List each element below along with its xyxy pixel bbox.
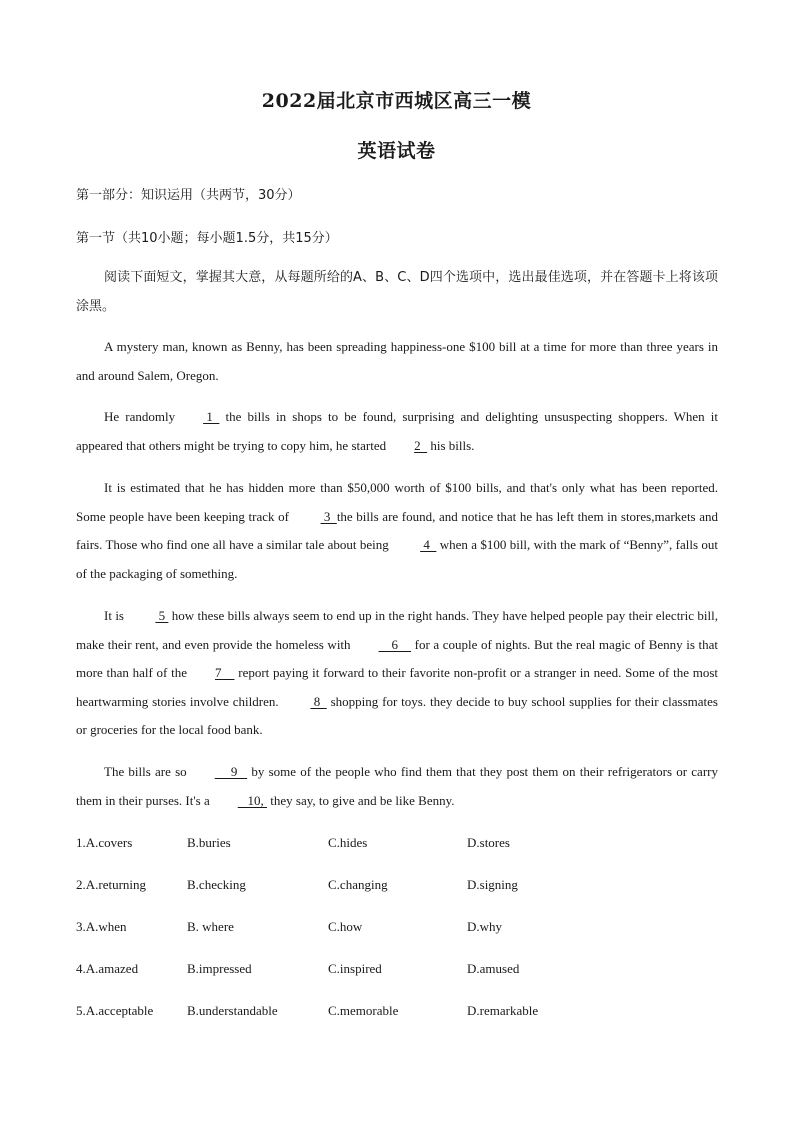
option-3b: B. where — [187, 919, 234, 934]
exam-title: 2022届北京市西城区高三一模 — [261, 90, 532, 112]
text-segment: the bills in shops to be found, surprising and delighting unsuspecting shoppers. When it appeared that others might be trying to copy him, he started — [76, 409, 718, 453]
question-1-options — [76, 835, 716, 855]
option-1c: C.hides — [328, 835, 368, 850]
blank-10: 10, — [237, 792, 268, 808]
option-4c: C.inspired — [328, 961, 382, 976]
text-segment: It is estimated that he has hidden more than $50,000 worth of $100 bills, and that's only what has been reported. Some people have been keeping track of — [76, 480, 718, 524]
question-3-options — [76, 919, 716, 939]
text-segment: they say, to give and be like Benny. — [267, 792, 455, 808]
part-heading: 第一部分：知识运用（共两节，30分） — [76, 188, 301, 203]
option-4d: D.amused — [467, 961, 520, 976]
blank-7: 7 — [215, 665, 235, 681]
option-4b: B.impressed — [187, 961, 252, 976]
blank-8: 8 — [310, 693, 327, 709]
option-2b: B.checking — [187, 877, 246, 892]
text-segment: He randomly — [104, 409, 176, 424]
question-2-options — [76, 877, 716, 897]
blank-6: 6 — [378, 636, 412, 652]
text-segment: report paying it forward to their favorite non-profit or a stranger in need. Some of the most heartwarming stories involve children. — [76, 665, 718, 709]
text-segment: his bills. — [427, 437, 475, 453]
option-1b: B.buries — [187, 835, 231, 850]
question-5-options — [76, 1003, 716, 1023]
blank-1: 1 — [203, 409, 220, 424]
option-2c: C.changing — [328, 877, 388, 892]
text-segment: the bills are found, and notice that he has left them in stores,markets and fairs. Those who find one all have a similar tale about being — [76, 508, 718, 553]
text-segment: It is — [104, 608, 128, 623]
passage-paragraph-2 — [76, 403, 718, 460]
text-segment: by some of the people who find them that they post them on their refrigerators or carry them in their purses. It's a — [76, 764, 718, 808]
blank-9: 9 — [214, 764, 248, 779]
option-3d: D.why — [467, 919, 503, 934]
option-5a: 5.A.acceptable — [76, 1003, 154, 1018]
text-segment: when a $100 bill, with the mark of “Benny”, falls out of the packaging of something. — [76, 537, 718, 581]
blank-3: 3 — [320, 508, 337, 524]
blank-2: 2 — [414, 437, 428, 453]
passage-paragraph-4 — [76, 602, 718, 745]
option-4a: 4.A.amazed — [76, 961, 139, 976]
option-1a: 1.A.covers — [76, 835, 133, 850]
question-4-options — [76, 961, 716, 981]
option-2d: D.signing — [467, 877, 518, 892]
exam-subtitle: 英语试卷 — [357, 140, 436, 162]
text-segment: The bills are so — [104, 764, 187, 779]
option-2a: 2.A.returning — [76, 877, 147, 892]
text-segment: for a couple of nights. But the real magic of Benny is that more than half of the — [76, 636, 718, 681]
subsection-heading: 第一节（共10小题；每小题1.5分，共15分） — [76, 231, 338, 246]
blank-4: 4 — [420, 537, 437, 553]
text-segment: how these bills always seem to end up in the right hands. They have helped people pay their electric bill, make their rent, and even provide the homeless with — [76, 608, 718, 652]
passage-paragraph-1: A mystery man, known as Benny, has been spreading happiness-one $100 bill at a time for more than three years in and around Salem, Oregon. — [76, 339, 718, 383]
option-1d: D.stores — [467, 835, 510, 850]
option-3c: C.how — [328, 919, 363, 934]
option-5b: B.understandable — [187, 1003, 278, 1018]
passage-paragraph-5 — [76, 758, 718, 815]
text-segment: shopping for toys. they decide to buy school supplies for their classmates or groceries for the local food bank. — [76, 693, 718, 738]
option-5c: C.memorable — [328, 1003, 399, 1018]
option-3a: 3.A.when — [76, 919, 127, 934]
blank-5: 5 — [155, 608, 169, 623]
instruction-text: 阅读下面短文，掌握其大意，从每题所给的A、B、C、D四个选项中，选出最佳选项，并在答题卡上将该项涂黑。 — [76, 270, 718, 314]
passage-paragraph-3 — [76, 474, 718, 588]
option-5d: D.remarkable — [467, 1003, 539, 1018]
